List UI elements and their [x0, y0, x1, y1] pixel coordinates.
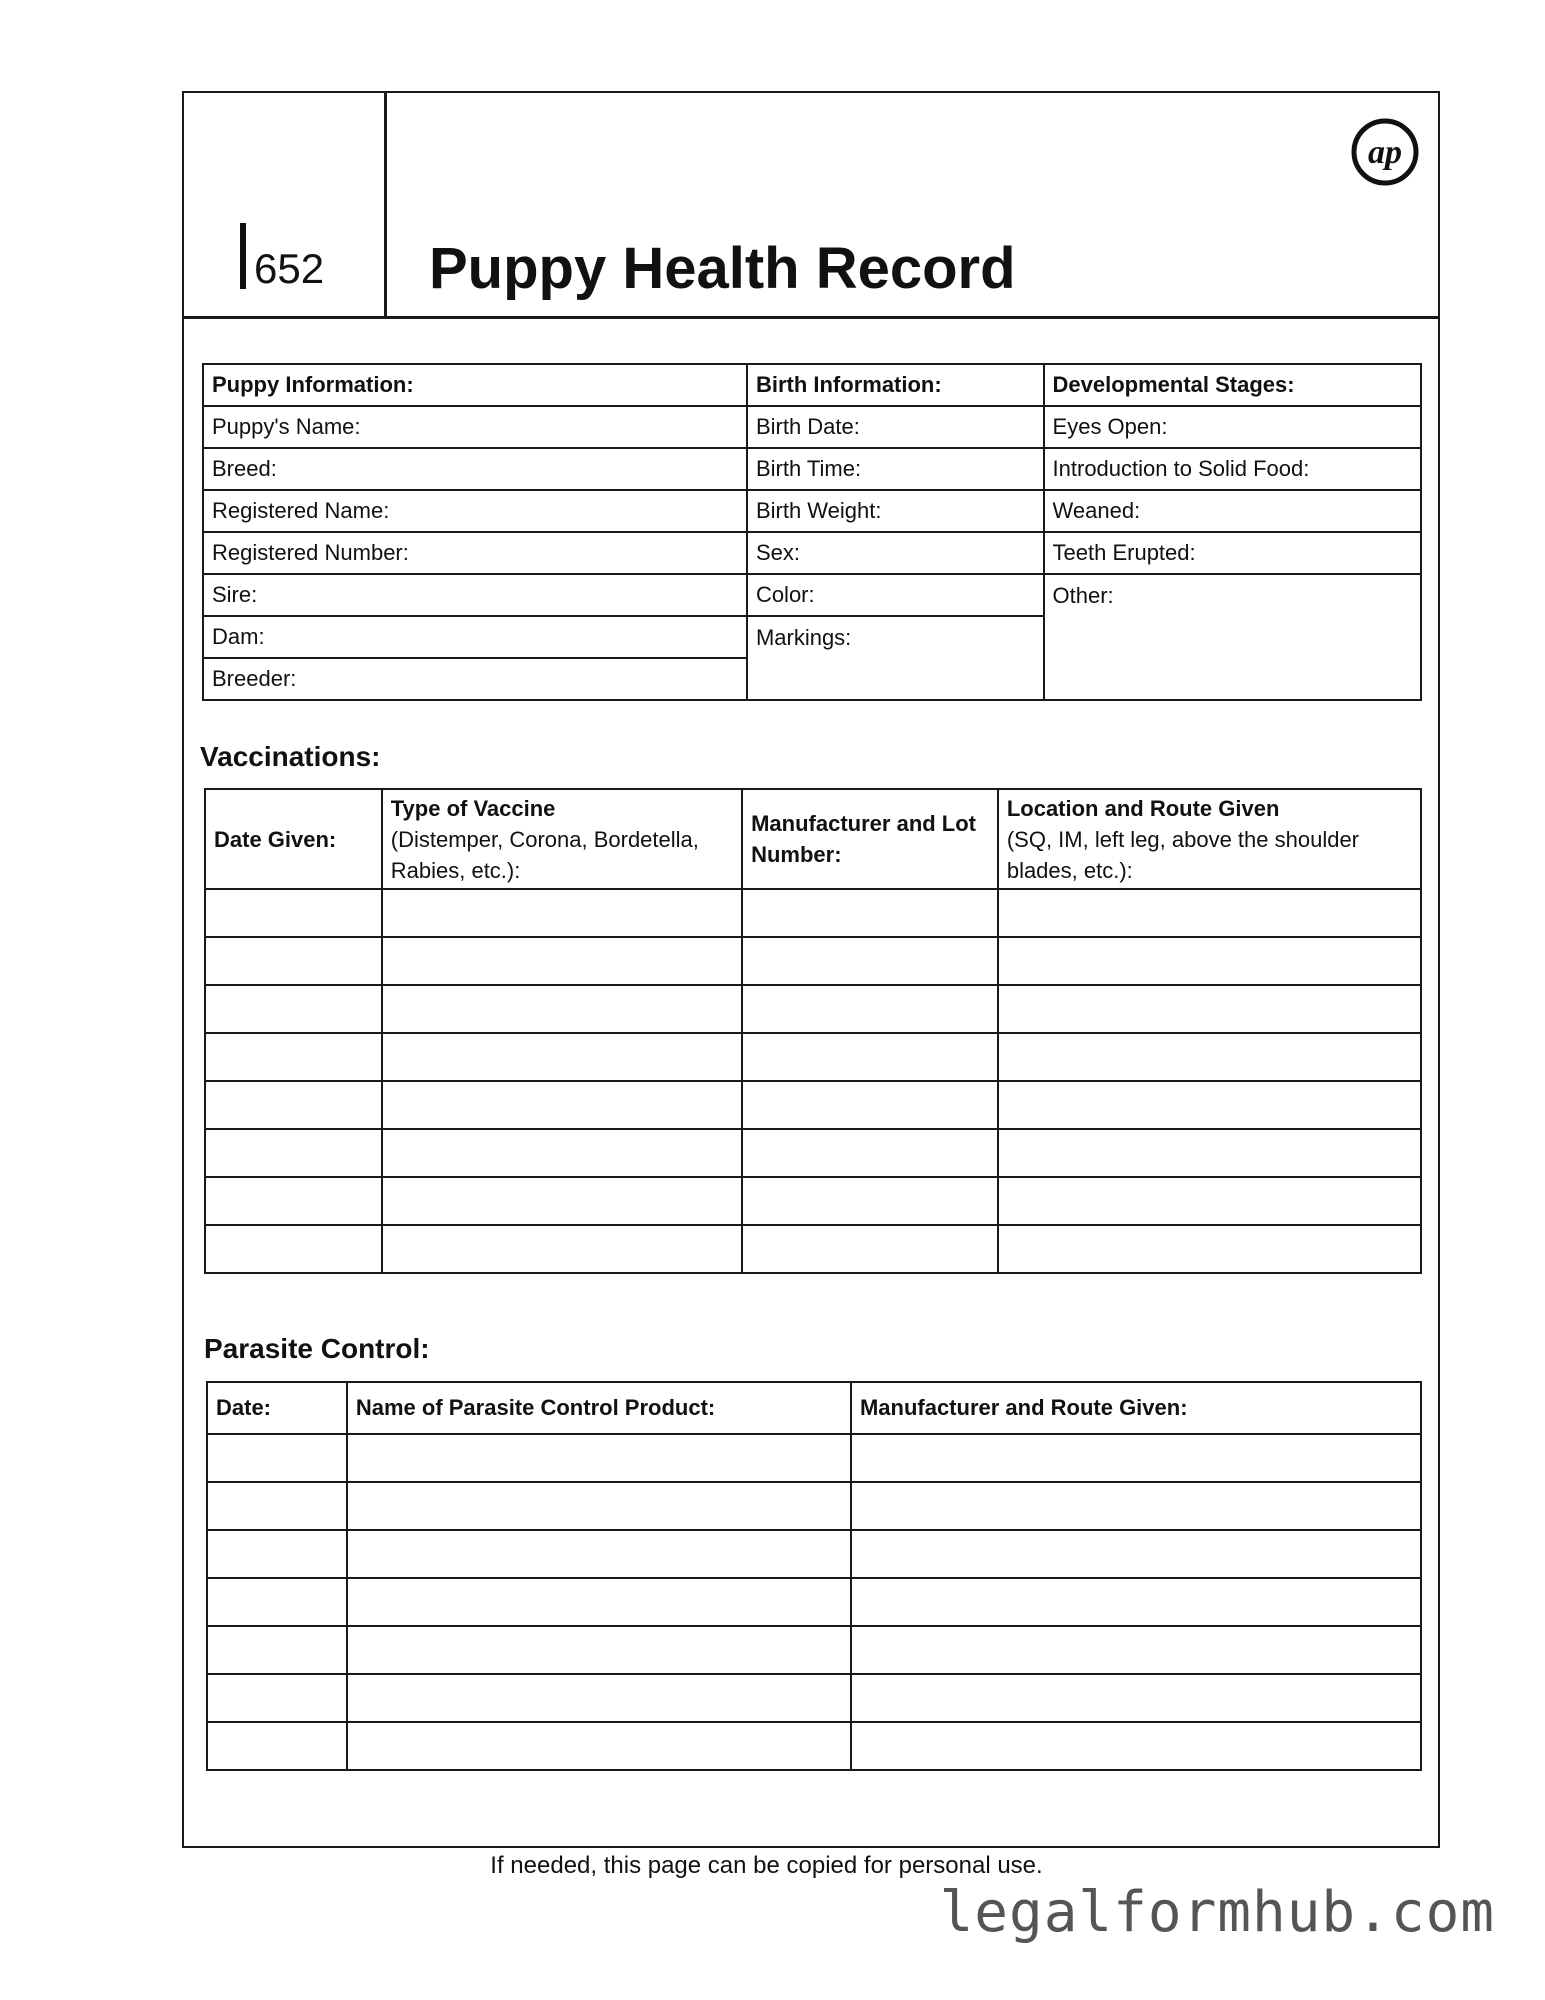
brand-logo — [1350, 117, 1420, 187]
vacc-col-manufacturer: Manufacturer and Lot Number: — [742, 789, 998, 889]
vacc-col-date: Date Given: — [205, 789, 382, 889]
solid-food-field[interactable]: Introduction to Solid Food: — [1044, 448, 1421, 490]
vaccination-cell[interactable] — [742, 1081, 998, 1129]
registered-name-field[interactable]: Registered Name: — [203, 490, 747, 532]
vaccination-cell[interactable] — [205, 1081, 382, 1129]
parasite-cell[interactable] — [347, 1482, 851, 1530]
vaccination-row — [205, 1081, 1421, 1129]
parasite-control-heading: Parasite Control: — [204, 1333, 430, 1364]
form-page — [182, 91, 1440, 1848]
registered-number-field[interactable]: Registered Number: — [203, 532, 747, 574]
vaccination-cell[interactable] — [382, 1081, 742, 1129]
vaccination-cell[interactable] — [998, 889, 1421, 937]
parasite-cell[interactable] — [851, 1482, 1421, 1530]
parasite-row — [207, 1722, 1421, 1770]
footer-note — [0, 1852, 1545, 1880]
vaccination-cell[interactable] — [998, 1033, 1421, 1081]
watermark: legalformhub.com — [939, 1880, 1495, 1945]
parasite-row — [207, 1482, 1421, 1530]
vaccination-cell[interactable] — [742, 1033, 998, 1081]
vacc-col-location — [998, 789, 1421, 889]
parasite-cell[interactable] — [207, 1482, 347, 1530]
parasite-cell[interactable] — [851, 1578, 1421, 1626]
vaccination-row — [205, 937, 1421, 985]
parasite-control-table — [206, 1381, 1422, 1771]
vaccination-row — [205, 1129, 1421, 1177]
markings-field[interactable]: Markings: — [747, 616, 1044, 700]
parasite-cell[interactable] — [207, 1674, 347, 1722]
parasite-col-product: Name of Parasite Control Product: — [347, 1382, 851, 1434]
vaccination-row — [205, 1177, 1421, 1225]
parasite-cell[interactable] — [347, 1434, 851, 1482]
breeder-field[interactable]: Breeder: — [203, 658, 747, 700]
parasite-cell[interactable] — [851, 1674, 1421, 1722]
vaccination-cell[interactable] — [382, 889, 742, 937]
form-code-bar — [240, 223, 246, 289]
parasite-row — [207, 1626, 1421, 1674]
vaccination-row — [205, 1225, 1421, 1273]
vacc-col-location-title: Location and Route Given — [1006, 795, 1280, 821]
parasite-cell[interactable] — [851, 1626, 1421, 1674]
form-code-number: 652 — [254, 245, 325, 292]
dam-field[interactable]: Dam: — [203, 616, 747, 658]
other-field[interactable]: Other: — [1044, 574, 1421, 700]
vaccination-cell[interactable] — [742, 1177, 998, 1225]
vaccination-row — [205, 985, 1421, 1033]
vaccination-cell[interactable] — [205, 1129, 382, 1177]
vaccination-cell[interactable] — [382, 1129, 742, 1177]
vaccinations-table — [204, 788, 1422, 1274]
parasite-cell[interactable] — [347, 1530, 851, 1578]
breed-field[interactable]: Breed: — [203, 448, 747, 490]
vaccination-cell[interactable] — [205, 937, 382, 985]
vaccination-cell[interactable] — [998, 1081, 1421, 1129]
vaccination-cell[interactable] — [205, 985, 382, 1033]
vaccination-cell[interactable] — [205, 1177, 382, 1225]
vaccination-cell[interactable] — [382, 985, 742, 1033]
header-rule — [184, 316, 1438, 319]
vaccination-cell[interactable] — [998, 1129, 1421, 1177]
vaccination-cell[interactable] — [742, 1129, 998, 1177]
vaccination-cell[interactable] — [205, 1225, 382, 1273]
parasite-cell[interactable] — [347, 1626, 851, 1674]
vaccination-cell[interactable] — [998, 1225, 1421, 1273]
puppy-info-table — [202, 363, 1422, 701]
puppy-info-header: Puppy Information: — [203, 364, 747, 406]
vaccination-row — [205, 1033, 1421, 1081]
parasite-cell[interactable] — [207, 1434, 347, 1482]
vaccination-cell[interactable] — [998, 1177, 1421, 1225]
parasite-rows — [207, 1434, 1421, 1770]
parasite-col-date: Date: — [207, 1382, 347, 1434]
vaccination-cell[interactable] — [742, 889, 998, 937]
parasite-cell[interactable] — [851, 1434, 1421, 1482]
vaccination-cell[interactable] — [742, 1225, 998, 1273]
vaccinations-heading: Vaccinations: — [200, 741, 381, 772]
footer-note-text: If needed, this page can be copied for personal use. — [490, 1852, 1043, 1879]
parasite-row — [207, 1434, 1421, 1482]
sex-field[interactable]: Sex: — [747, 532, 1044, 574]
birth-date-field[interactable]: Birth Date: — [747, 406, 1044, 448]
parasite-cell[interactable] — [347, 1674, 851, 1722]
vacc-col-type — [382, 789, 742, 889]
vaccination-cell[interactable] — [382, 1033, 742, 1081]
vacc-col-type-title: Type of Vaccine — [390, 795, 556, 821]
vaccination-cell[interactable] — [382, 937, 742, 985]
vaccination-cell[interactable] — [998, 937, 1421, 985]
birth-info-header: Birth Information: — [747, 364, 1044, 406]
vaccination-cell[interactable] — [382, 1225, 742, 1273]
vaccinations-rows — [205, 889, 1421, 1273]
parasite-cell[interactable] — [851, 1722, 1421, 1770]
parasite-row — [207, 1674, 1421, 1722]
vaccination-cell[interactable] — [742, 937, 998, 985]
page-title: Puppy Health Record — [429, 236, 1016, 301]
parasite-row — [207, 1530, 1421, 1578]
vaccination-cell[interactable] — [742, 985, 998, 1033]
birth-time-field[interactable]: Birth Time: — [747, 448, 1044, 490]
header-divider — [384, 93, 387, 318]
birth-weight-field[interactable]: Birth Weight: — [747, 490, 1044, 532]
vacc-col-type-sub: (Distemper, Corona, Bordetella, Rabies, etc.): — [390, 826, 699, 883]
sire-field[interactable]: Sire: — [203, 574, 747, 616]
parasite-cell[interactable] — [207, 1530, 347, 1578]
vaccination-cell[interactable] — [205, 1033, 382, 1081]
vaccination-cell[interactable] — [205, 889, 382, 937]
parasite-cell[interactable] — [347, 1722, 851, 1770]
eyes-open-field[interactable]: Eyes Open: — [1044, 406, 1421, 448]
vaccination-row — [205, 889, 1421, 937]
parasite-cell[interactable] — [207, 1578, 347, 1626]
parasite-cell[interactable] — [207, 1722, 347, 1770]
color-field[interactable]: Color: — [747, 574, 1044, 616]
weaned-field[interactable]: Weaned: — [1044, 490, 1421, 532]
parasite-cell[interactable] — [207, 1626, 347, 1674]
puppy-name-field[interactable]: Puppy's Name: — [203, 406, 747, 448]
development-header: Developmental Stages: — [1044, 364, 1421, 406]
parasite-col-manufacturer: Manufacturer and Route Given: — [851, 1382, 1421, 1434]
vaccination-cell[interactable] — [998, 985, 1421, 1033]
vacc-col-location-sub: (SQ, IM, left leg, above the shoulder blades, etc.): — [1006, 826, 1360, 883]
form-code — [240, 223, 324, 293]
vaccination-cell[interactable] — [382, 1177, 742, 1225]
parasite-row — [207, 1578, 1421, 1626]
brand-logo-text: ap — [1368, 134, 1402, 171]
teeth-erupted-field[interactable]: Teeth Erupted: — [1044, 532, 1421, 574]
parasite-cell[interactable] — [347, 1578, 851, 1626]
parasite-cell[interactable] — [851, 1530, 1421, 1578]
